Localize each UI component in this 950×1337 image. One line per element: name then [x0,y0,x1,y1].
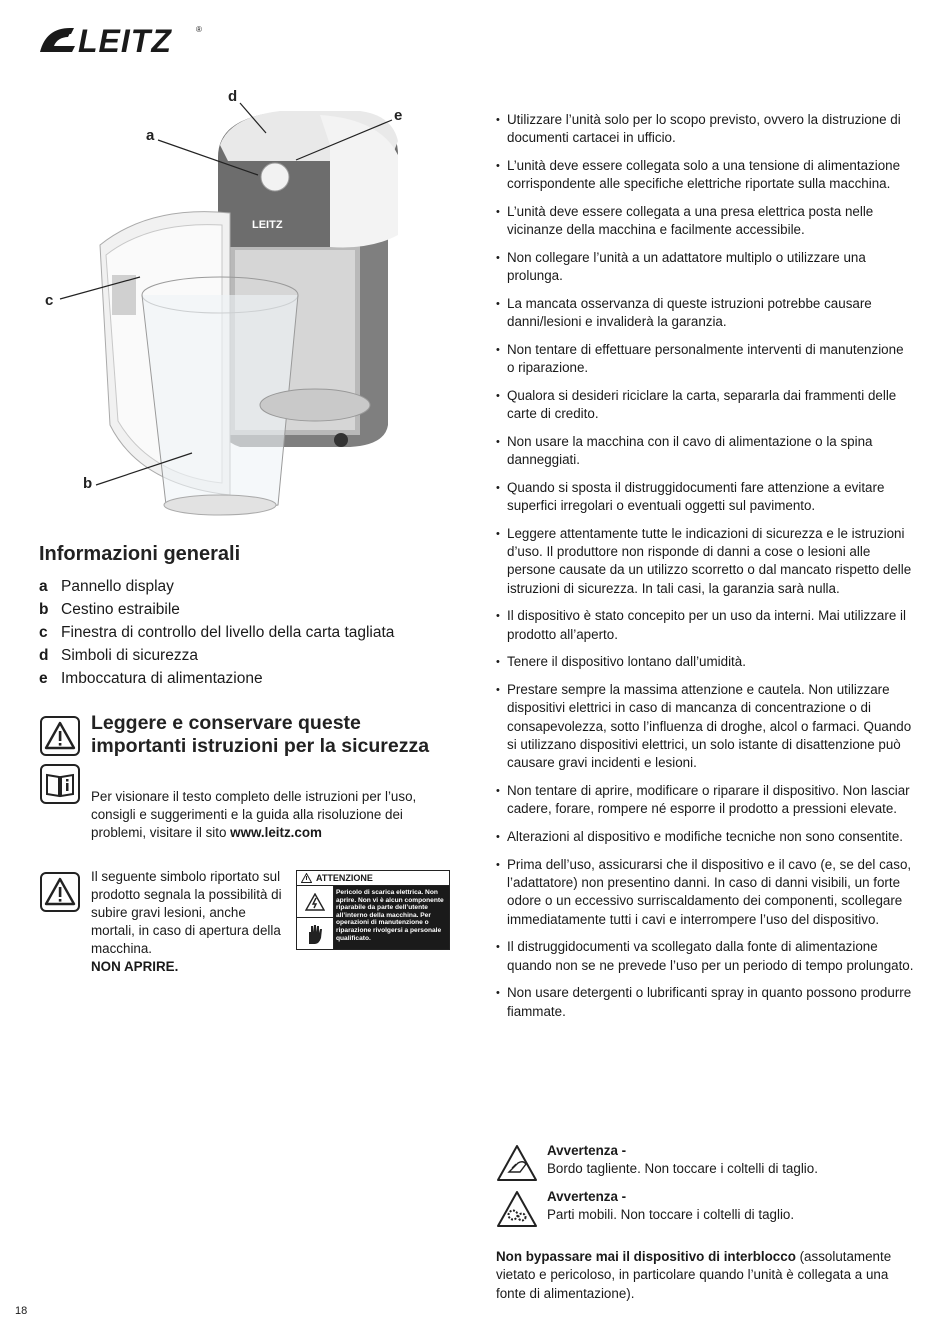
list-item: • La mancata osservanza di queste istruzioni potrebbe causare danni/lesioni e invaliderà la garanzia. [496,295,914,332]
list-item: • Tenere il dispositivo lontano dall’umidità. [496,653,914,671]
interlock-notice: Non bypassare mai il dispositivo di interblocco (assolutamente vietato e pericoloso, in particolare quando l’unità è collegata a una fonte di alimentazione). [496,1249,892,1301]
moving-parts-icon [496,1190,538,1228]
list-item: • Non tentare di effettuare personalmente interventi di manutenzione o riparazione. [496,341,914,378]
list-item: • Prima dell’uso, assicurarsi che il dispositivo e il cavo (e, se del caso, l’adattatore) non presentino danni. In caso di danni visibili, un forte odore o un eccessivo surriscaldamento dei componenti, scollegare immediatamente tutti i cavi e interrompere l’uso del dispositivo. [496,856,914,929]
list-item: e Imboccatura di alimentazione [39,670,263,687]
warning-text: Bordo tagliente. Non toccare i coltelli di taglio. [547,1161,818,1176]
list-item: • L’unità deve essere collegata a una presa elettrica posta nelle vicinanze della macchina e facilmente accessibile. [496,203,914,240]
list-item: • Non tentare di aprire, modificare o riparare il dispositivo. Non lasciar cadere, forare, rompere né esporre il prodotto a pressioni elevate. [496,782,914,819]
safety-title: Leggere e conservare queste importanti istruzioni per la sicurezza [91,712,430,757]
warning-title: Avvertenza - [547,1189,627,1204]
page-number: 18 [15,1305,28,1317]
registered-mark: ® [196,25,202,34]
callout-e: e [394,107,403,124]
safety-intro: Per visionare il testo completo delle istruzioni per l’uso, consigli e suggerimenti e la guida alla risoluzione dei problemi, visitare il sito www.leitz.com [91,789,417,840]
warning-moving-parts [496,1188,916,1232]
list-item: • Il distruggidocumenti va scollegato dalla fonte di alimentazione quando non se ne prevede l’uso per un periodo di tempo prolungato. [496,938,914,975]
hand-warning-icon [297,918,333,949]
warning-text: Parti mobili. Non toccare i coltelli di taglio. [547,1207,795,1222]
electric-shock-icon [297,886,333,918]
leitz-logo-mark [38,22,208,58]
list-item: • Qualora si desideri riciclare la carta, separarla dai frammenti delle carte di credito. [496,387,914,424]
list-item: c Finestra di controllo del livello della carta tagliata [39,624,395,641]
callout-c: c [45,292,54,309]
list-item: a Pannello display [39,578,174,595]
warning-triangle-icon [40,716,80,756]
warning-label [296,870,450,950]
callout-d: d [228,88,238,105]
general-info-title: Informazioni generali [39,543,241,565]
website-link: www.leitz.com [230,825,322,840]
list-item: • Alterazioni al dispositivo e modifiche tecniche non sono consentite. [496,828,914,846]
logo-text: LEITZ [78,23,172,58]
list-item: • Quando si sposta il distruggidocumenti fare attenzione a evitare superfici irregolari o eventuali oggetti sul pavimento. [496,479,914,516]
list-item: • Leggere attentamente tutte le indicazioni di sicurezza e le istruzioni d’uso. Il produttore non risponde di danni a cose o lesioni alle persone causate da un utilizzo scorretto o dal mancato rispetto delle istruzioni di sicurezza. In tali casi, la garanzia sarà nulla. [496,525,914,598]
warning-triangle-icon [301,873,312,883]
leitz-logo [38,22,208,58]
device-logo: LEITZ [252,219,283,231]
list-item: • Il dispositivo è stato concepito per un uso da interni. Mai utilizzare il prodotto all’aperto. [496,607,914,644]
parts-list [39,575,394,690]
warning-title: Avvertenza - [547,1143,627,1158]
label-head: ATTENZIONE [297,871,449,886]
callout-b: b [83,475,93,492]
list-item: • Utilizzare l’unità solo per lo scopo previsto, ovvero la distruzione di documenti cartacei in ufficio. [496,111,914,148]
shredder-illustration [30,85,450,525]
list-item: • Non usare detergenti o lubrificanti spray in quanto possono produrre fiammate. [496,984,914,1021]
read-manual-icon [40,764,80,804]
list-item: • Prestare sempre la massima attenzione e cautela. Non utilizzare dispositivi elettrici in caso di mancanza di concentrazione o di consapevolezza, sotto l’influenza di droghe, alcol o farmaci. Quando si utilizzano dispositivi elettrici, un solo istante di disattenzione può causare gravi incidenti e lesioni. [496,681,914,772]
label-text: Pericolo di scarica elettrica. Non aprire. Non vi è alcun componente riparabile da parte dell’utente all’interno della macchina. Per operazioni di manutenzione o riparazione rivolgersi a personale qualificato. [334,886,449,949]
list-item: • Non usare la macchina con il cavo di alimentazione o la spina danneggiati. [496,433,914,470]
warning-cutting-blade [496,1142,916,1186]
safety-rules-list [496,111,914,1021]
list-item: b Cestino estraibile [39,601,180,618]
list-item: • L’unità deve essere collegata solo a una tensione di alimentazione corrispondente alle specifiche elettriche riportate sulla macchina. [496,157,914,194]
list-item: • Non collegare l’unità a un adattatore multiplo o utilizzare una prolunga. [496,249,914,286]
warning-triangle-icon [40,872,80,912]
shredder-drawing [30,85,450,525]
symbol-description: Il seguente simbolo riportato sul prodotto segnala la possibilità di subire gravi lesioni, anche mortali, in caso di apertura della macchina. NON APRIRE. [91,869,282,974]
cutting-blade-icon [496,1144,538,1182]
callout-a: a [146,127,155,144]
list-item: d Simboli di sicurezza [39,647,198,664]
